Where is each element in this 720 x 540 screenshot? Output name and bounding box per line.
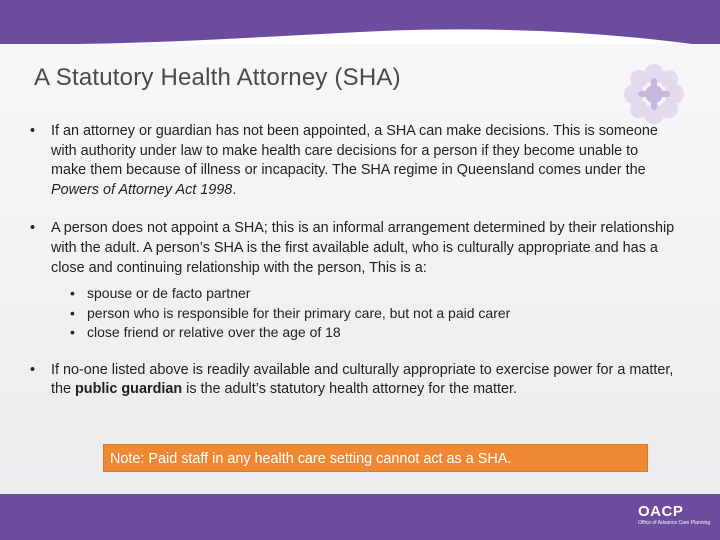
oacp-flower-icon <box>622 62 686 126</box>
list-item: • spouse or de facto partner <box>70 284 675 304</box>
list-item: • person who is responsible for their primary care, but not a paid carer <box>70 304 675 324</box>
header-band <box>0 0 720 50</box>
bullet-sha-definition: • If an attorney or guardian has not been appointed, a SHA can make decisions. This is someone with authority under law to make health care decisions for a person if they become unable to make them because of illness or incapacity. The SHA regime in Queensland comes under the Powers of Attorney Act 1998. <box>30 123 658 198</box>
bullet-marker: • <box>70 324 75 341</box>
public-guardian-term: public guardian <box>75 381 183 398</box>
list-item: • close friend or relative over the age of 18 <box>70 323 675 343</box>
act-title: Powers of Attorney Act 1998 <box>51 181 233 198</box>
bullet-text: A person does not appoint a SHA; this is an informal arrangement determined by their relationship with the adult. A person’s SHA is the first available adult, who is culturally appropriate and has a close and continuing relationship with the person, This is a: <box>51 220 675 276</box>
bullet-text: If an attorney or guardian has not been appointed, a SHA can make decisions. This is someone with authority under law to make health care decisions for a person if they become unable to make them because of illness or incapacity. The SHA regime in Queensland comes under the <box>51 123 658 179</box>
bullet-marker: • <box>70 304 75 321</box>
footer-band <box>0 494 720 540</box>
logo-subtitle: Office of Advance Care Planning <box>638 520 711 526</box>
bullet-informal-arrangement <box>30 219 675 278</box>
bullet-marker: • <box>30 123 36 139</box>
bullet-marker: • <box>30 220 36 237</box>
logo-name: OACP <box>638 503 684 520</box>
slide-title: A Statutory Health Attorney (SHA) <box>34 64 401 91</box>
bullet-marker: • <box>30 361 36 378</box>
note-callout: Note: Paid staff in any health care setting cannot act as a SHA. <box>103 444 648 472</box>
slide-content <box>30 122 675 400</box>
bullet-text: If no-one listed above is readily available and culturally appropriate to exercise power for a matter, the <box>51 361 674 398</box>
oacp-logo <box>638 504 710 526</box>
sha-candidate-list <box>70 284 675 343</box>
bullet-marker: • <box>70 285 75 302</box>
bullet-public-guardian: • If no-one listed above is readily available and culturally appropriate to exercise power for a matter, the public guardian is the adult’s statutory health attorney for the matter. <box>30 361 674 398</box>
